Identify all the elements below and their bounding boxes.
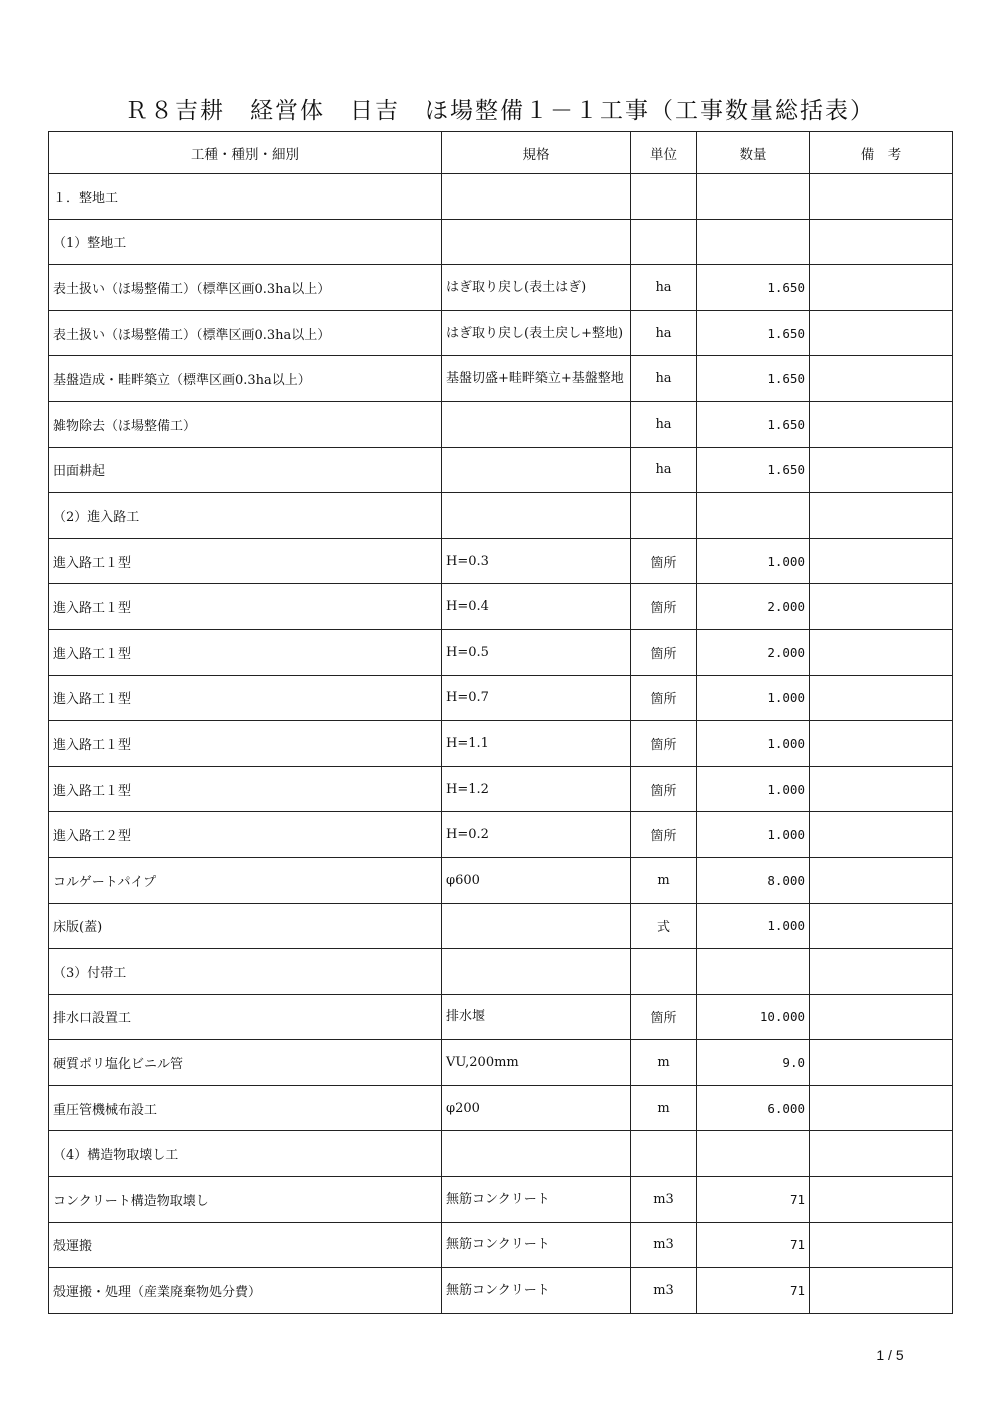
unit-cell: 箇所 [631, 584, 697, 630]
remarks-cell [810, 219, 953, 265]
item-name-cell: 基盤造成・畦畔築立（標準区画0.3ha以上） [49, 356, 442, 402]
remarks-cell [810, 401, 953, 447]
spec-cell: H=0.3 [442, 538, 631, 584]
unit-cell: ha [631, 265, 697, 311]
item-name-cell: （4）構造物取壊し工 [49, 1131, 442, 1177]
spec-cell [442, 493, 631, 539]
quantity-cell: 71 [697, 1268, 810, 1314]
unit-cell [631, 174, 697, 220]
item-name-cell: 進入路工１型 [49, 538, 442, 584]
quantity-cell [697, 493, 810, 539]
quantity-cell: 71 [697, 1177, 810, 1223]
table-body [49, 174, 953, 1314]
quantity-cell: 1.000 [697, 766, 810, 812]
spec-cell: はぎ取り戻し(表土はぎ) [442, 265, 631, 311]
quantity-cell: 1.000 [697, 675, 810, 721]
quantity-cell [697, 1131, 810, 1177]
remarks-cell [810, 994, 953, 1040]
remarks-cell [810, 629, 953, 675]
table-row [49, 1268, 953, 1314]
spec-cell: 排水堰 [442, 994, 631, 1040]
remarks-cell [810, 310, 953, 356]
unit-cell: ha [631, 447, 697, 493]
table-row [49, 1177, 953, 1223]
quantity-cell: 1.650 [697, 356, 810, 402]
item-name-cell: 排水口設置工 [49, 994, 442, 1040]
item-name-cell: 硬質ポリ塩化ビニル管 [49, 1040, 442, 1086]
spec-cell: H=1.1 [442, 721, 631, 767]
spec-cell: 無筋コンクリート [442, 1177, 631, 1223]
unit-cell: m3 [631, 1268, 697, 1314]
spec-cell [442, 1131, 631, 1177]
table-row [49, 401, 953, 447]
quantity-cell [697, 174, 810, 220]
unit-cell: m [631, 1085, 697, 1131]
spec-cell: H=0.2 [442, 812, 631, 858]
item-name-cell: 床版(蓋) [49, 903, 442, 949]
unit-cell: m3 [631, 1177, 697, 1223]
table-row [49, 721, 953, 767]
spec-cell: はぎ取り戻し(表土戻し+整地) [442, 310, 631, 356]
spec-cell [442, 174, 631, 220]
page-number: 1 / 5 [876, 1347, 904, 1363]
remarks-cell [810, 812, 953, 858]
item-name-cell: 重圧管機械布設工 [49, 1085, 442, 1131]
item-name-cell: 表土扱い（ほ場整備工）（標準区画0.3ha以上） [49, 265, 442, 311]
table-row [49, 766, 953, 812]
spec-cell: H=0.4 [442, 584, 631, 630]
table-row [49, 310, 953, 356]
quantity-cell: 1.000 [697, 903, 810, 949]
item-name-cell: （2）進入路工 [49, 493, 442, 539]
unit-cell [631, 949, 697, 995]
remarks-cell [810, 1222, 953, 1268]
quantity-cell: 9.0 [697, 1040, 810, 1086]
remarks-cell [810, 949, 953, 995]
quantity-cell: 2.000 [697, 629, 810, 675]
item-name-cell: （3）付帯工 [49, 949, 442, 995]
table-row [49, 1222, 953, 1268]
quantity-cell: 1.650 [697, 401, 810, 447]
table-row [49, 538, 953, 584]
spec-cell [442, 903, 631, 949]
quantity-summary-table [48, 131, 953, 1314]
item-name-cell: コルゲートパイプ [49, 857, 442, 903]
table-row [49, 584, 953, 630]
remarks-cell [810, 766, 953, 812]
remarks-cell [810, 265, 953, 311]
remarks-cell [810, 493, 953, 539]
quantity-cell: 1.000 [697, 538, 810, 584]
quantity-cell [697, 219, 810, 265]
item-name-cell: 進入路工１型 [49, 675, 442, 721]
item-name-cell: 進入路工１型 [49, 766, 442, 812]
spec-cell: 無筋コンクリート [442, 1222, 631, 1268]
quantity-cell: 2.000 [697, 584, 810, 630]
spec-cell [442, 219, 631, 265]
remarks-cell [810, 1040, 953, 1086]
remarks-cell [810, 447, 953, 493]
table-row [49, 1040, 953, 1086]
spec-cell: φ200 [442, 1085, 631, 1131]
unit-cell: 箇所 [631, 994, 697, 1040]
header-name: 工種・種別・細別 [49, 132, 442, 174]
spec-cell: VU,200mm [442, 1040, 631, 1086]
item-name-cell: 表土扱い（ほ場整備工）（標準区画0.3ha以上） [49, 310, 442, 356]
item-name-cell: 進入路工２型 [49, 812, 442, 858]
quantity-cell: 10.000 [697, 994, 810, 1040]
item-name-cell: 田面耕起 [49, 447, 442, 493]
header-remarks: 備 考 [810, 132, 953, 174]
unit-cell: m [631, 1040, 697, 1086]
table-row [49, 174, 953, 220]
remarks-cell [810, 584, 953, 630]
item-name-cell: 進入路工１型 [49, 584, 442, 630]
remarks-cell [810, 903, 953, 949]
table-row [49, 265, 953, 311]
unit-cell: ha [631, 401, 697, 447]
item-name-cell: 殻運搬・処理（産業廃棄物処分費） [49, 1268, 442, 1314]
unit-cell: 箇所 [631, 766, 697, 812]
remarks-cell [810, 721, 953, 767]
document-title: Ｒ８吉耕 経営体 日吉 ほ場整備１－１工事（工事数量総括表） [125, 98, 875, 124]
spec-cell [442, 949, 631, 995]
quantity-cell: 1.650 [697, 265, 810, 311]
table-row [49, 675, 953, 721]
spec-cell: H=0.5 [442, 629, 631, 675]
spec-cell [442, 447, 631, 493]
quantity-cell: 1.000 [697, 812, 810, 858]
item-name-cell: （1）整地工 [49, 219, 442, 265]
quantity-cell: 8.000 [697, 857, 810, 903]
header-spec: 規格 [442, 132, 631, 174]
table-row [49, 812, 953, 858]
table-row [49, 1131, 953, 1177]
table-row [49, 903, 953, 949]
unit-cell [631, 493, 697, 539]
spec-cell [442, 401, 631, 447]
table-row [49, 356, 953, 402]
header-qty: 数量 [697, 132, 810, 174]
item-name-cell: 進入路工１型 [49, 721, 442, 767]
unit-cell: m [631, 857, 697, 903]
remarks-cell [810, 857, 953, 903]
unit-cell: ha [631, 310, 697, 356]
table-row [49, 857, 953, 903]
unit-cell [631, 1131, 697, 1177]
item-name-cell: 進入路工１型 [49, 629, 442, 675]
item-name-cell: １．整地工 [49, 174, 442, 220]
item-name-cell: 雑物除去（ほ場整備工） [49, 401, 442, 447]
remarks-cell [810, 538, 953, 584]
unit-cell [631, 219, 697, 265]
quantity-cell: 71 [697, 1222, 810, 1268]
quantity-cell: 1.650 [697, 310, 810, 356]
table-row [49, 994, 953, 1040]
quantity-cell: 1.000 [697, 721, 810, 767]
header-unit: 単位 [631, 132, 697, 174]
quantity-cell: 6.000 [697, 1085, 810, 1131]
unit-cell: 箇所 [631, 812, 697, 858]
table-row [49, 1085, 953, 1131]
spec-cell: H=0.7 [442, 675, 631, 721]
spec-cell: H=1.2 [442, 766, 631, 812]
item-name-cell: コンクリート構造物取壊し [49, 1177, 442, 1223]
remarks-cell [810, 1131, 953, 1177]
unit-cell: 箇所 [631, 629, 697, 675]
remarks-cell [810, 675, 953, 721]
table-row [49, 949, 953, 995]
remarks-cell [810, 174, 953, 220]
remarks-cell [810, 356, 953, 402]
unit-cell: 式 [631, 903, 697, 949]
table-row [49, 493, 953, 539]
remarks-cell [810, 1177, 953, 1223]
quantity-cell: 1.650 [697, 447, 810, 493]
spec-cell: φ600 [442, 857, 631, 903]
remarks-cell [810, 1268, 953, 1314]
table-header-row [49, 132, 953, 174]
unit-cell: 箇所 [631, 721, 697, 767]
quantity-cell [697, 949, 810, 995]
table-row [49, 629, 953, 675]
spec-cell: 無筋コンクリート [442, 1268, 631, 1314]
unit-cell: ha [631, 356, 697, 402]
table-row [49, 447, 953, 493]
spec-cell: 基盤切盛+畦畔築立+基盤整地 [442, 356, 631, 402]
table-row [49, 219, 953, 265]
unit-cell: m3 [631, 1222, 697, 1268]
item-name-cell: 殻運搬 [49, 1222, 442, 1268]
remarks-cell [810, 1085, 953, 1131]
unit-cell: 箇所 [631, 675, 697, 721]
unit-cell: 箇所 [631, 538, 697, 584]
